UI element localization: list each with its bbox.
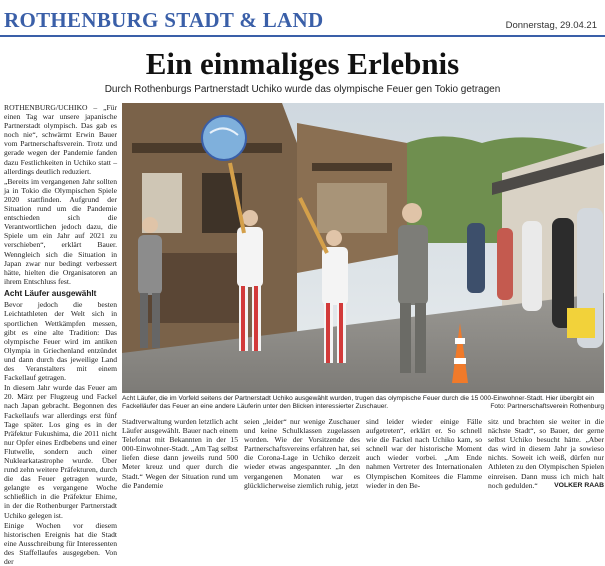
publication-date: Donnerstag, 29.04.21 [505, 20, 597, 31]
article-photo [122, 103, 604, 393]
paragraph: Einige Wochen vor diesem historischen Ereignis hat die Stadt eine Ausschreibung für Interessenten des Staffellaufes ausgegeben. Von der [4, 520, 117, 566]
torch-relay-photo [122, 103, 604, 393]
caption-text: Acht Läufer, die im Vorfeld seitens der Partnerstadt Uchiko ausgewählt wurden, trugen das olympische Feuer durch die 15 000-Einwohner-Stadt. Hier übergibt ein Fackelläufer das Feuer an eine andere Läuferin unter den Blicken interessierter Zuschauer. [122, 395, 595, 410]
paragraph: „Bereits im vergangenen Jahr sollten ja in Tokio die Olympischen Spiele 2020 stattfinden. Aufgrund der Situation rund um die Pandemie entschieden sich die Verantwortlichen jedoch dazu, die Spiele um ein Jahr auf 2021 zu verschieben“, erklärt Bauer. Wenngleich sich die Situation in Japan zwar nur bedingt verbessert hätte, hielten die Organisatoren an ihrem Entschluss fest. [4, 176, 117, 286]
article-bottom-columns [122, 417, 604, 492]
article-subhead: Acht Läufer ausgewählt [4, 288, 97, 298]
article-headline: Ein einmaliges Erlebnis [145, 46, 460, 81]
text-column-content: sitz und brachten sie weiter in die nächste Stadt“, so Bauer, der gerne selbst Uchiko besucht hätte. „Aber das wird in diesem Jahr ja sowieso nichts. Soweit ich weiß, dürfen nur Athleten zu den Olympischen Spielen einreisen. Dann muss ich mich halt noch gedulden.“ [488, 417, 604, 490]
text-column: Stadtverwaltung wurden letztlich acht Läufer ausgewählt. Bauer nach einem Telefonat mit Bekannten in der 15 000-Einwohner-Stadt. „Am Tag selbst liefen diese dann jeweils rund 500 Meter kreuz und quer durch die Stadt.“ Wegen der Situation rund um die Pandemie [122, 417, 239, 490]
photo-caption [122, 395, 604, 415]
photo-credit: Foto: Partnerschaftsverein Rothenburg [490, 403, 604, 410]
masthead [0, 0, 605, 40]
author-byline: VOLKER RAAB [554, 481, 604, 489]
text-column: sind leider wieder einige Fälle aufgetreten“, erklärt er. So schnell wie die Fackel nach Uchiko kam, so schnell war der historische Moment auch wieder vorbei. „Am Ende nahmen Vertreter des Internationalen Olympischen Komitees die Flamme wieder in den Be- [366, 417, 482, 490]
text-column: seien „leider“ nur wenige Zuschauer und keine Schulklassen zugelassen worden. Wie der Vorsitzende des Partnerschaftsvereins erfahren hat, sei die Corona-Lage in Uchiko derzeit wieder etwas angespannter. „In den vergangenen Monaten war es glücklicherweise ziemlich ruhig, jetzt [244, 417, 360, 490]
paragraph: ROTHENBURG/UCHIKO – „Für einen Tag war unsere japanische Partnerstadt olympisch. Das gab es noch nie“, schwärmt Erwin Bauer vom Partnerschaftsverein. Trotz und gerade wegen der Pandemie fanden dazu Festlichkeiten in Uchiko statt – allerdings deutlich reduziert. [4, 103, 117, 176]
section-title: ROTHENBURG STADT & LAND [4, 8, 324, 32]
article-left-column [4, 103, 117, 566]
text-column-last [488, 417, 604, 492]
paragraph: Bevor jedoch die besten Leichtathleten der Welt sich in sportlichen Wettkämpfen messen, gibt es eine alte Tradition: Das olympische Feuer wird im antiken Olympia in Griechenland entzündet und dann durch das jeweilige Land des Veranstalters mit einem Fackellauf getragen. [4, 300, 117, 383]
masthead-rule [0, 35, 605, 37]
paragraph: In diesem Jahr wurde das Feuer am 20. März per Flugzeug und Fackel nach Japan gebracht. Begonnen des Fackellaufs war allerdings erst fünf Tage später. Los ging es in der Präfektur Fukushima, die 2011 nicht nur Opfer eines Erdbebens und einer Flutwelle, sondern auch einer Nuklearkatastrophe wurde. Über rund zehn weitere Präfekturen, durch die das Feuer getragen wurde, gelangte es vergangene Woche schließlich in die Präfektur Ehime, in der die Rothenburger Partnerstadt Uchiko gelegen ist. [4, 383, 117, 520]
article-subheadline: Durch Rothenburgs Partnerstadt Uchiko wurde das olympische Feuer gen Tokio getragen [104, 84, 501, 95]
